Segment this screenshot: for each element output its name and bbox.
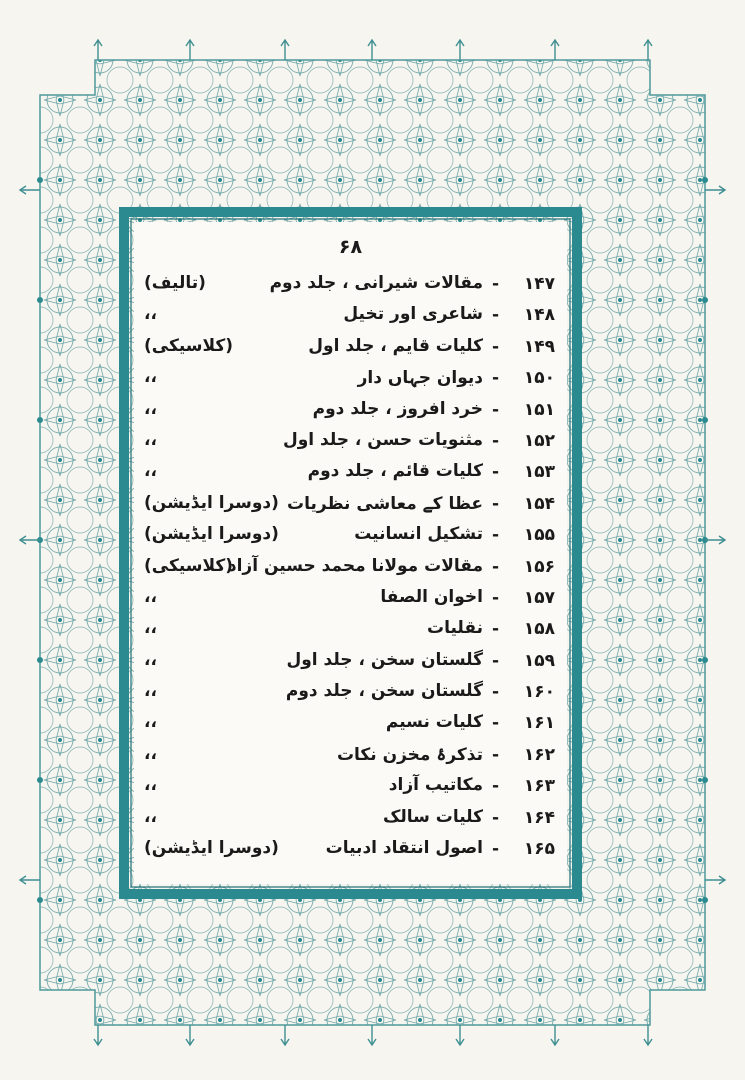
entry-separator: - [491,525,499,546]
entry-separator: - [491,462,499,483]
entry-title: گلستان سخن ، جلد اول [286,649,483,670]
entry-number: ۱۶۳ [523,776,555,797]
list-item [134,335,567,366]
entry-note: ،، [144,618,157,639]
entry-separator: - [491,807,499,828]
entry-separator: - [491,556,499,577]
entry-number: ۱۶۱ [523,713,555,734]
entry-note: ،، [144,398,157,419]
entry-number: ۱۵۱ [523,399,555,420]
entry-number: ۱۵۷ [523,587,555,608]
entry-title: مثنویات حسن ، جلد اول [282,429,483,450]
entry-number: ۱۵۵ [523,525,555,546]
entry-title: گلستان سخن ، جلد دوم [285,681,483,702]
list-item [134,523,567,554]
entry-note: (تالیف) [144,273,206,293]
entry-number: ۱۵۰ [523,368,555,389]
contents-panel [134,222,567,884]
entry-number: ۱۶۴ [523,807,555,828]
entry-separator: - [491,399,499,420]
list-item [134,303,567,334]
list-item [134,837,567,868]
entry-title: دیوان جہاں دار [357,368,483,389]
entry-separator: - [491,713,499,734]
entry-note: ،، [144,586,157,607]
entry-note: ،، [144,712,157,733]
entry-title: کلیات سالک [382,806,483,827]
entry-number: ۱۵۹ [523,650,555,671]
list-item [134,272,567,303]
list-item [134,398,567,429]
entry-number: ۱۵۳ [523,462,555,483]
entry-separator: - [491,493,499,514]
entry-title: کلیات نسیم [385,712,483,733]
entry-title: تشکیل انسانیت [354,524,483,545]
entry-separator: - [491,682,499,703]
entry-note: (دوسرا ایڈیشن) [144,838,279,859]
list-item [134,586,567,617]
list-item [134,649,567,680]
entry-note: ،، [144,806,157,827]
list-item [134,743,567,774]
entry-separator: - [491,839,499,860]
list-item [134,366,567,397]
entry-note: (دوسرا ایڈیشن) [144,524,279,545]
list-item [134,806,567,837]
entry-note: ،، [144,367,157,388]
entry-note: (کلاسیکی) [144,335,234,356]
entry-title: تذکرۂ مخزن نکات [336,744,483,765]
entry-title: مکاتیب آزاد [388,775,483,796]
entry-title: کلیات قائم ، جلد دوم [307,461,483,482]
entry-number: ۱۵۴ [523,493,555,514]
entry-number: ۱۴۷ [523,274,555,294]
entry-number: ۱۶۲ [523,744,555,765]
entry-title: کلیات قایم ، جلد اول [308,335,483,356]
entry-separator: - [491,430,499,451]
entry-title: عظا کے معاشی نظریات [287,493,483,514]
entry-separator: - [491,274,499,294]
entry-note: ،، [144,681,157,702]
entry-separator: - [491,305,499,326]
entry-separator: - [491,650,499,671]
entry-separator: - [491,336,499,357]
entry-title: مقالات شیرانی ، جلد دوم [269,273,483,293]
entry-number: ۱۶۵ [523,839,555,860]
entry-title: اخوان الصفا [380,586,483,607]
list-item [134,429,567,460]
entry-title: خرد افروز ، جلد دوم [312,398,483,419]
entry-note: (کلاسیکی) [144,555,234,576]
entry-note: ،، [144,461,157,482]
list-item [134,680,567,711]
entry-note: ،، [144,649,157,670]
entry-note: ،، [144,304,157,325]
entry-note: ،، [144,743,157,764]
list-item [134,460,567,491]
entry-number: ۱۶۰ [523,682,555,703]
list-item [134,774,567,805]
entry-separator: - [491,744,499,765]
list-item [134,617,567,648]
entry-title: مقالات مولانا محمد حسین آزاد [227,555,483,576]
entry-number: ۱۴۸ [523,305,555,326]
page-number: ۶۸ [338,236,363,258]
entry-title: نقلیات [427,618,483,639]
entry-separator: - [491,619,499,640]
publication-list [134,272,567,868]
entry-note: (دوسرا ایڈیشن) [144,492,279,513]
entry-note: ،، [144,775,157,796]
list-item [134,555,567,586]
list-item [134,711,567,742]
entry-number: ۱۵۸ [523,619,555,640]
entry-separator: - [491,368,499,389]
entry-separator: - [491,587,499,608]
entry-title: شاعری اور تخیل [343,304,483,325]
entry-number: ۱۵۲ [523,430,555,451]
entry-title: اصول انتقاد ادبیات [325,838,483,859]
list-item [134,492,567,523]
entry-note: ،، [144,429,157,450]
entry-separator: - [491,776,499,797]
entry-number: ۱۴۹ [523,336,555,357]
entry-number: ۱۵۶ [523,556,555,577]
